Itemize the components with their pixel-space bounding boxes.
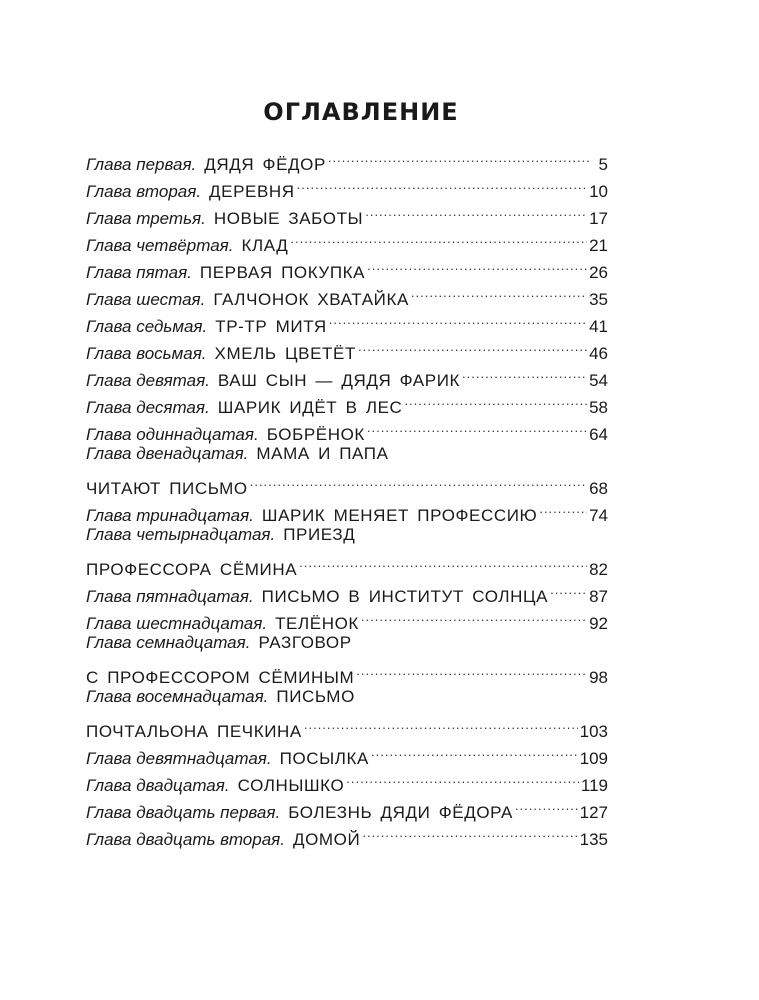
chapter-title: ПЕРВАЯ ПОКУПКА [199, 263, 366, 282]
toc-entry-line [86, 548, 608, 579]
chapter-number: Глава двадцать первая. [86, 803, 281, 822]
chapter-title: ГАЛЧОНОК ХВАТАЙКА [213, 290, 409, 309]
page-number: 5 [598, 155, 608, 174]
dot-leader [404, 386, 587, 413]
page-number: 92 [589, 614, 608, 633]
chapter-title: БОЛЕЗНЬ ДЯДИ ФЁДОРА [288, 803, 513, 822]
page-number: 87 [589, 587, 608, 606]
chapter-number: Глава третья. [86, 209, 206, 228]
page-number: 21 [589, 236, 608, 255]
chapter-title: ПИСЬМО [276, 687, 355, 706]
page-number: 74 [589, 506, 608, 525]
page-number: 26 [589, 263, 608, 282]
chapter-title-continued: ПРОФЕССОРА СЁМИНА [86, 560, 298, 579]
chapter-title: ШАРИК ИДЁТ В ЛЕС [217, 398, 403, 417]
dot-leader [346, 764, 579, 791]
chapter-number: Глава двадцать вторая. [86, 830, 285, 849]
toc-entry-line [86, 143, 608, 174]
chapter-number: Глава седьмая. [86, 317, 208, 336]
dot-leader [362, 818, 577, 845]
dot-leader [361, 602, 587, 629]
chapter-title: СОЛНЫШКО [237, 776, 345, 795]
page-number: 119 [580, 776, 608, 795]
chapter-number: Глава четырнадцатая. [86, 525, 276, 544]
chapter-title-continued: С ПРОФЕССОРОМ СЁМИНЫМ [86, 668, 355, 687]
dot-leader [356, 656, 587, 683]
chapter-title: ПОСЫЛКА [279, 749, 369, 768]
chapter-title: МАМА И ПАПА [256, 444, 389, 463]
chapter-number: Глава восьмая. [86, 344, 207, 363]
chapter-number: Глава четвёртая. [86, 236, 234, 255]
chapter-number: Глава первая. [86, 155, 197, 174]
chapter-number: Глава шестая. [86, 290, 206, 309]
chapter-number: Глава двадцатая. [86, 776, 230, 795]
page-number: 17 [589, 209, 608, 228]
page-number: 58 [589, 398, 608, 417]
chapter-title-continued: ЧИТАЮТ ПИСЬМО [86, 479, 248, 498]
chapter-number: Глава пятая. [86, 263, 192, 282]
toc-entry [86, 440, 608, 498]
chapter-number: Глава шестнадцатая. [86, 614, 268, 633]
page-number: 64 [589, 425, 608, 444]
chapter-title: ТР-ТР МИТЯ [215, 317, 327, 336]
chapter-number: Глава семнадцатая. [86, 633, 251, 652]
chapter-number: Глава тринадцатая. [86, 506, 254, 525]
chapter-number: Глава пятнадцатая. [86, 587, 254, 606]
chapter-title: ХМЕЛЬ ЦВЕТЁТ [214, 344, 356, 363]
chapter-title: ДЕРЕВНЯ [209, 182, 295, 201]
dot-leader [290, 224, 587, 251]
dot-leader [539, 494, 587, 521]
dot-leader [371, 737, 578, 764]
page-number: 54 [589, 371, 608, 390]
chapter-number: Глава вторая. [86, 182, 202, 201]
toc-entry [86, 143, 608, 174]
chapter-title: ТЕЛЁНОК [275, 614, 359, 633]
chapter-number: Глава девятнадцатая. [86, 749, 272, 768]
dot-leader [358, 332, 587, 359]
page-number: 68 [589, 479, 608, 498]
toc-entry-line [86, 656, 608, 687]
chapter-title: РАЗГОВОР [258, 633, 352, 652]
page-number: 109 [579, 749, 608, 768]
dot-leader [250, 467, 587, 494]
page-number: 103 [579, 722, 608, 741]
dot-leader [367, 251, 587, 278]
toc-entry [86, 629, 608, 687]
page-number: 46 [589, 344, 608, 363]
chapter-title: ПИСЬМО В ИНСТИТУТ СОЛНЦА [261, 587, 549, 606]
page-number: 41 [589, 317, 608, 336]
page-number: 98 [589, 668, 608, 687]
chapter-title: ДЯДЯ ФЁДОР [204, 155, 326, 174]
dot-leader [515, 791, 578, 818]
dot-leader [550, 575, 587, 602]
dot-leader [297, 170, 587, 197]
dot-leader [328, 143, 592, 170]
table-of-contents [86, 143, 608, 849]
chapter-number: Глава одиннадцатая. [86, 425, 259, 444]
chapter-title: ШАРИК МЕНЯЕТ ПРОФЕССИЮ [261, 506, 538, 525]
dot-leader [365, 197, 587, 224]
dot-leader [367, 413, 587, 440]
chapter-number: Глава девятая. [86, 371, 210, 390]
dot-leader [329, 305, 587, 332]
toc-entry-line [86, 683, 608, 710]
dot-leader [462, 359, 587, 386]
dot-leader [304, 710, 578, 737]
chapter-number: Глава двенадцатая. [86, 444, 249, 463]
dot-leader [411, 278, 587, 305]
toc-entry [86, 683, 608, 741]
chapter-number: Глава десятая. [86, 398, 210, 417]
page-number: 82 [589, 560, 608, 579]
chapter-title: БОБРЁНОК [266, 425, 365, 444]
toc-entry-line [86, 467, 608, 498]
toc-entry-line [86, 710, 608, 741]
chapter-title-continued: ПОЧТАЛЬОНА ПЕЧКИНА [86, 722, 302, 741]
chapter-title: ДОМОЙ [292, 830, 361, 849]
page-number: 10 [589, 182, 608, 201]
chapter-title: ПРИЕЗД [283, 525, 356, 544]
chapter-number: Глава восемнадцатая. [86, 687, 269, 706]
toc-entry-line [86, 629, 608, 656]
chapter-title: ВАШ СЫН — ДЯДЯ ФАРИК [217, 371, 461, 390]
page-number: 135 [579, 830, 608, 849]
page-title: ОГЛАВЛЕНИЕ [263, 98, 459, 126]
chapter-title: НОВЫЕ ЗАБОТЫ [213, 209, 364, 228]
chapter-title: КЛАД [241, 236, 289, 255]
page-number: 35 [589, 290, 608, 309]
dot-leader [299, 548, 587, 575]
toc-entry [86, 521, 608, 579]
toc-entry-line [86, 440, 608, 467]
page-number: 127 [579, 803, 608, 822]
